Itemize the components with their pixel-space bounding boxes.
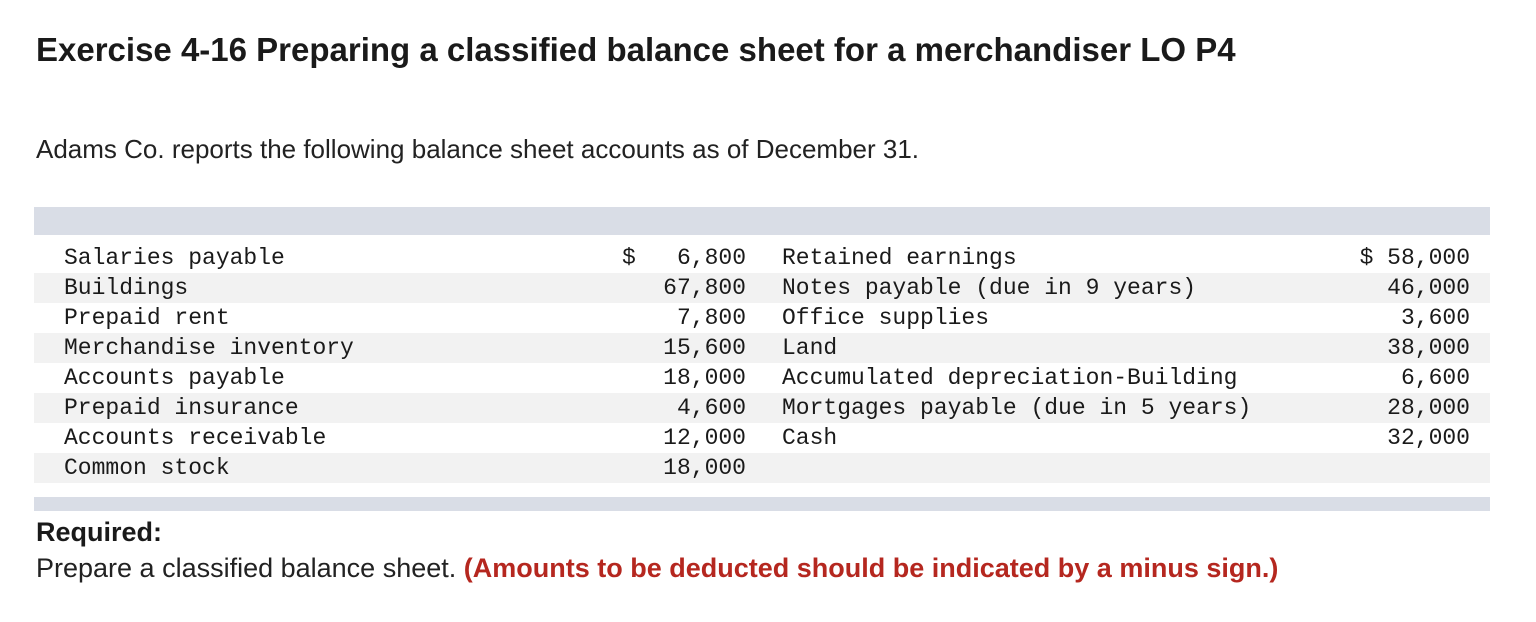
accounts-table	[34, 207, 1490, 511]
required-heading: Required:	[36, 517, 163, 547]
exercise-title: Exercise 4-16 Preparing a classified balance sheet for a merchandiser LO P4	[36, 31, 1236, 68]
table-row	[34, 333, 1490, 363]
left-account-amount: 15,600	[663, 335, 746, 361]
left-account-name: Accounts receivable	[64, 425, 327, 451]
table-row	[34, 363, 1490, 393]
left-account-name: Common stock	[64, 455, 230, 481]
left-dollar-sign: $	[622, 245, 636, 271]
table-body	[34, 235, 1490, 483]
right-account-amount: 38,000	[1387, 335, 1470, 361]
left-account-name: Merchandise inventory	[64, 335, 354, 361]
left-account-amount: 12,000	[663, 425, 746, 451]
right-account-name: Land	[782, 335, 838, 361]
right-account-name: Accumulated depreciation-Building	[782, 365, 1238, 391]
right-account-name: Office supplies	[782, 305, 990, 331]
left-account-amount: 18,000	[663, 455, 746, 481]
right-account-amount: 46,000	[1387, 275, 1470, 301]
left-account-name: Prepaid rent	[64, 305, 230, 331]
required-note: (Amounts to be deducted should be indicated by a minus sign.)	[463, 553, 1279, 583]
right-account-name: Cash	[782, 425, 838, 451]
required-instruction-text: Prepare a classified balance sheet.	[36, 553, 457, 583]
right-account-amount: 3,600	[1400, 305, 1470, 331]
right-account-name: Retained earnings	[782, 245, 1017, 271]
table-row	[34, 423, 1490, 453]
table-row	[34, 243, 1490, 273]
left-account-amount: 18,000	[663, 365, 746, 391]
right-account-amount: 28,000	[1387, 395, 1470, 421]
table-header-bar	[34, 207, 1490, 235]
left-account-name: Buildings	[64, 275, 189, 301]
left-account-amount: 7,800	[676, 305, 746, 331]
left-account-name: Accounts payable	[64, 365, 285, 391]
right-account-name: Mortgages payable (due in 5 years)	[782, 395, 1252, 421]
table-footer-bar	[34, 497, 1490, 511]
left-account-amount: 4,600	[676, 395, 746, 421]
table-row	[34, 273, 1490, 303]
table-row	[34, 453, 1490, 483]
right-account-amount: 32,000	[1387, 425, 1470, 451]
required-instructions	[36, 551, 1278, 585]
left-account-amount: 6,800	[676, 245, 746, 271]
left-account-name: Salaries payable	[64, 245, 285, 271]
table-row	[34, 303, 1490, 333]
left-account-amount: 67,800	[663, 275, 746, 301]
table-row	[34, 393, 1490, 423]
intro-text: Adams Co. reports the following balance sheet accounts as of December 31.	[36, 134, 920, 164]
right-account-amount: $ 58,000	[1359, 245, 1470, 271]
left-account-name: Prepaid insurance	[64, 395, 299, 421]
right-account-amount: 6,600	[1400, 365, 1470, 391]
right-account-name: Notes payable (due in 9 years)	[782, 275, 1197, 301]
